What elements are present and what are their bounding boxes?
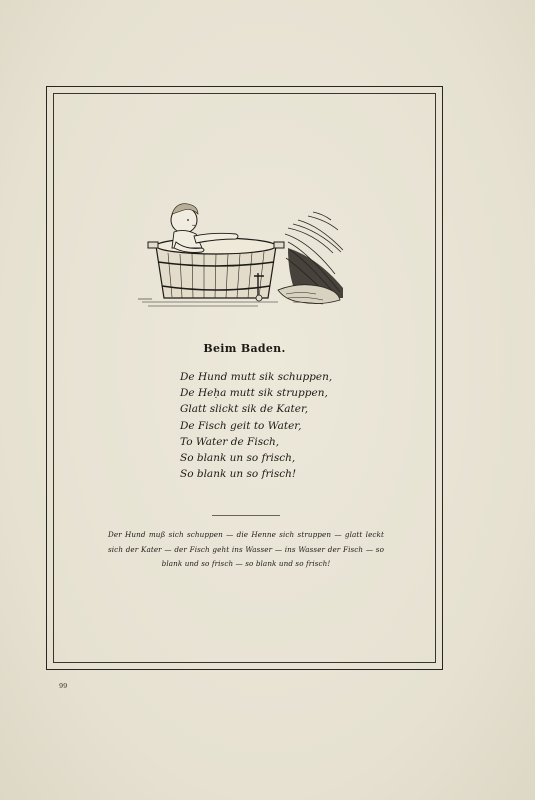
child-in-bathtub-illustration <box>138 198 353 320</box>
poem-line-3: Glatt slickt sik de Kater, <box>180 403 309 416</box>
translation-paragraph: Der Hund muß sich schuppen — die Henne sich struppen — glatt leckt sich der Kater — der Fisch geht ins Wasser — ins Wasser der Fisch — so blank und so frisch — so blank und so frisch! <box>108 530 384 568</box>
poem-line-6: So blank un so frisch, <box>180 452 296 465</box>
poem-line-2: De Heḥa mutt sik struppen, <box>180 387 328 400</box>
separator-rule <box>212 515 280 516</box>
poem-title: Beim Baden. <box>203 342 286 355</box>
poem-line-5: To Water de Fisch, <box>180 435 280 448</box>
poem-line-1: De Hund mutt sik schuppen, <box>180 371 333 383</box>
poem-line-4: De Fisch geit to Water, <box>180 419 302 432</box>
poem-line-7: So blank un so frisch! <box>180 468 297 481</box>
poem-stanza <box>180 369 380 482</box>
page-number: 99 <box>59 682 68 690</box>
